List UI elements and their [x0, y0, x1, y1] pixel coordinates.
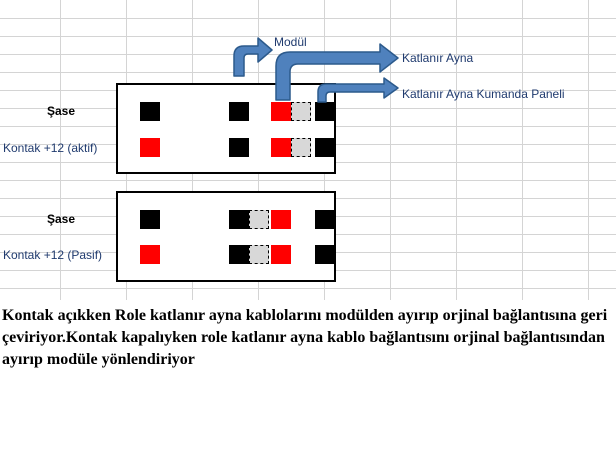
pin-kontak-aktif-a — [140, 138, 160, 157]
pin-sase-2-c — [271, 210, 291, 229]
pin-kontak-pasif-c — [271, 245, 291, 264]
pin-kontak-aktif-d — [315, 138, 335, 157]
label-sase-2: Şase — [47, 212, 76, 226]
label-kumanda-paneli: Katlanır Ayna Kumanda Paneli — [402, 87, 565, 101]
pin-kontak-pasif-b — [229, 245, 249, 264]
pin-kontak-pasif-open — [249, 245, 269, 264]
pin-sase-2-open — [249, 210, 269, 229]
pin-kontak-aktif-c — [271, 138, 291, 157]
label-modul: Modül — [274, 35, 307, 49]
relay-box-passive — [116, 191, 336, 282]
arrow-to-modul-icon — [234, 38, 272, 76]
pin-sase-2-a — [140, 210, 160, 229]
pin-kontak-pasif-a — [140, 245, 160, 264]
pin-sase-2-b — [229, 210, 249, 229]
arrow-to-kumanda-paneli-icon — [318, 78, 398, 102]
description-caption: Kontak açıkken Role katlanır ayna kablolarını modülden ayırıp orjinal bağlantısına geri çeviriyor.Kontak kapalıyken role katlanır ayna kablo bağlantısını orjinal bağlantısından ayırıp modüle yönlendiriyor — [2, 307, 608, 368]
pin-kontak-pasif-d — [315, 245, 335, 264]
label-kontak-pasif: Kontak +12 (Pasif) — [3, 248, 103, 262]
pin-kontak-aktif-open — [291, 138, 311, 157]
label-kontak-aktif: Kontak +12 (aktif) — [3, 141, 98, 155]
label-katlanir-ayna: Katlanır Ayna — [402, 51, 474, 65]
label-sase-1: Şase — [47, 104, 76, 118]
pin-kontak-aktif-b — [229, 138, 249, 157]
pin-sase-2-d — [315, 210, 335, 229]
